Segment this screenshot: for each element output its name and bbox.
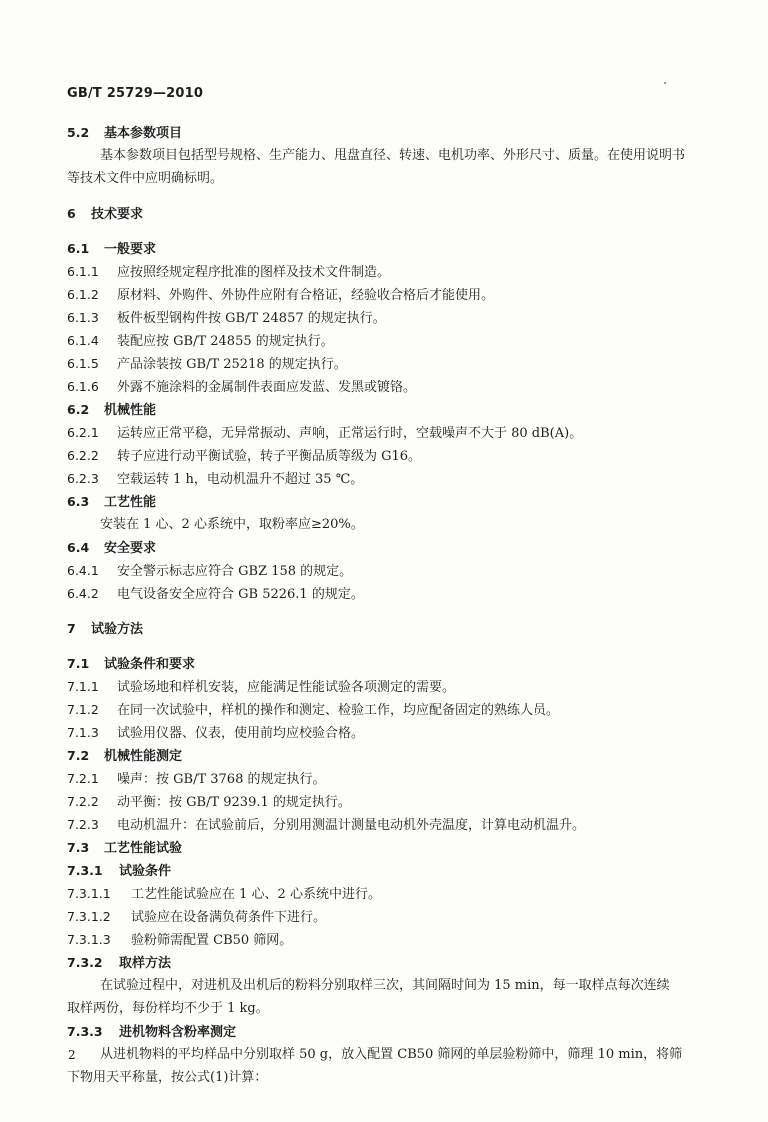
clause-number: 6.2.2 <box>67 448 99 463</box>
clause-number: 7.2.3 <box>67 817 99 832</box>
paragraph: 等技术文件中应明确标明。 <box>67 171 224 186</box>
section-title: 工艺性能 <box>104 495 157 510</box>
subsection-heading <box>67 951 697 974</box>
page-number: 2 <box>68 1048 76 1062</box>
clause-text: 电气设备安全应符合 GB 5226.1 的规定。 <box>117 587 364 602</box>
clause-number: 7.1.2 <box>67 702 99 717</box>
section-heading <box>67 490 697 513</box>
document-code: GB/T 25729—2010 <box>67 86 204 101</box>
section-number: 7.3 <box>67 840 90 855</box>
subsection-number: 7.3.3 <box>67 1024 103 1039</box>
clause-number: 7.3.1.1 <box>67 886 111 901</box>
clause-text: 电动机温升：在试验前后，分别用测温计测量电动机外壳温度，计算电动机温升。 <box>117 818 586 833</box>
section-heading <box>67 836 697 859</box>
section-title: 基本参数项目 <box>104 126 183 141</box>
chapter-number: 6 <box>67 206 76 221</box>
clause-number: 6.2.1 <box>67 425 99 440</box>
clause-number: 6.4.2 <box>67 586 99 601</box>
paragraph: 在试验过程中，对进机及出机后的粉料分别取样三次，其间隔时间为 15 min，每一取样点每次连续 <box>100 978 670 993</box>
section-title: 安全要求 <box>104 541 157 556</box>
clause-text: 验粉筛需配置 CB50 筛网。 <box>131 933 293 948</box>
chapter-title: 试验方法 <box>91 622 144 637</box>
clause <box>67 329 697 352</box>
clause-number: 7.2.2 <box>67 794 99 809</box>
clause-number: 7.3.1.2 <box>67 909 111 924</box>
paragraph: 下物用天平称量，按公式(1)计算： <box>67 1070 268 1085</box>
clause-text: 在同一次试验中，样机的操作和测定、检验工作，均应配备固定的熟练人员。 <box>117 703 560 718</box>
section-number: 6.2 <box>67 402 90 417</box>
chapter-heading <box>67 202 697 225</box>
section-heading <box>67 121 697 144</box>
clause <box>67 790 697 813</box>
clause-number: 6.1.3 <box>67 310 99 325</box>
clause-number: 7.1.1 <box>67 679 99 694</box>
clause <box>67 352 697 375</box>
section-number: 7.2 <box>67 748 90 763</box>
paragraph: 基本参数项目包括型号规格、生产能力、甩盘直径、转速、电机功率、外形尺寸、质量。在使用说明书 <box>100 148 686 163</box>
clause <box>67 721 697 744</box>
clause-text: 工艺性能试验应在 1 心、2 心系统中进行。 <box>131 887 381 902</box>
clause-text: 噪声：按 GB/T 3768 的规定执行。 <box>117 772 326 787</box>
clause <box>67 882 697 905</box>
clause-number: 7.2.1 <box>67 771 99 786</box>
clause-number: 7.1.3 <box>67 725 99 740</box>
clause-text: 动平衡：按 GB/T 9239.1 的规定执行。 <box>117 795 351 810</box>
section-number: 6.1 <box>67 241 90 256</box>
clause-text: 试验用仪器、仪表，使用前均应校验合格。 <box>117 726 365 741</box>
clause <box>67 283 697 306</box>
clause <box>67 928 697 951</box>
clause-text: 试验应在设备满负荷条件下进行。 <box>131 910 327 925</box>
clause <box>67 767 697 790</box>
clause <box>67 375 697 398</box>
clause-text: 运转应正常平稳，无异常振动、声响，正常运行时，空载噪声不大于 80 dB(A)。 <box>117 426 583 441</box>
section-number: 5.2 <box>67 125 90 140</box>
section-number: 6.4 <box>67 540 90 555</box>
clause-text: 试验场地和样机安装，应能满足性能试验各项测定的需要。 <box>117 680 456 695</box>
clause <box>67 813 697 836</box>
section-title: 机械性能测定 <box>104 749 183 764</box>
clause-number: 6.4.1 <box>67 563 99 578</box>
section-number: 7.1 <box>67 656 90 671</box>
clause-text: 板件板型钢构件按 GB/T 24857 的规定执行。 <box>117 311 386 326</box>
clause-number: 6.1.5 <box>67 356 99 371</box>
clause-number: 6.1.1 <box>67 264 99 279</box>
clause-text: 应按照经规定程序批准的图样及技术文件制造。 <box>117 265 391 280</box>
paragraph: 取样两份，每份样均不少于 1 kg。 <box>67 1001 269 1016</box>
section-number: 6.3 <box>67 494 90 509</box>
clause <box>67 467 697 490</box>
clause <box>67 421 697 444</box>
section-heading <box>67 652 697 675</box>
section-title: 试验条件和要求 <box>104 657 196 672</box>
clause-text: 原材料、外购件、外协件应附有合格证，经验收合格后才能使用。 <box>117 288 495 303</box>
section-heading <box>67 536 697 559</box>
clause-number: 7.3.1.3 <box>67 932 111 947</box>
chapter-number: 7 <box>67 621 76 636</box>
clause-text: 外露不施涂料的金属制件表面应发蓝、发黑或镀铬。 <box>117 380 417 395</box>
clause-text: 空载运转 1 h，电动机温升不超过 35 ℃。 <box>117 472 364 487</box>
subsection-title: 试验条件 <box>119 864 172 879</box>
subsection-heading <box>67 1020 697 1043</box>
section-title: 一般要求 <box>104 242 157 257</box>
clause-text: 安全警示标志应符合 GBZ 158 的规定。 <box>117 564 353 579</box>
clause-text: 产品涂装按 GB/T 25218 的规定执行。 <box>117 357 347 372</box>
clause-number: 6.1.6 <box>67 379 99 394</box>
clause-number: 6.2.3 <box>67 471 99 486</box>
clause <box>67 675 697 698</box>
section-title: 工艺性能试验 <box>104 841 183 856</box>
section-title: 机械性能 <box>104 403 157 418</box>
clause <box>67 559 697 582</box>
section-heading <box>67 398 697 421</box>
clause <box>67 582 697 605</box>
subsection-title: 取样方法 <box>119 956 172 971</box>
paragraph: 安装在 1 心、2 心系统中，取粉率应≥20%。 <box>100 517 364 532</box>
clause <box>67 905 697 928</box>
page-body <box>67 121 697 1089</box>
subsection-heading <box>67 859 697 882</box>
clause-number: 6.1.2 <box>67 287 99 302</box>
chapter-heading <box>67 617 697 640</box>
subsection-number: 7.3.1 <box>67 863 103 878</box>
subsection-title: 进机物料含粉率测定 <box>119 1025 237 1040</box>
subsection-number: 7.3.2 <box>67 955 103 970</box>
clause <box>67 306 697 329</box>
chapter-title: 技术要求 <box>91 207 144 222</box>
clause-text: 装配应按 GB/T 24855 的规定执行。 <box>117 334 334 349</box>
section-heading <box>67 237 697 260</box>
paragraph: 从进机物料的平均样品中分别取样 50 g，放入配置 CB50 筛网的单层验粉筛中，筛理 10 min，将筛 <box>100 1047 683 1062</box>
clause <box>67 444 697 467</box>
clause-text: 转子应进行动平衡试验，转子平衡品质等级为 G16。 <box>117 449 422 464</box>
clause-number: 6.1.4 <box>67 333 99 348</box>
scan-speck <box>664 82 666 84</box>
section-heading <box>67 744 697 767</box>
clause <box>67 698 697 721</box>
clause <box>67 260 697 283</box>
